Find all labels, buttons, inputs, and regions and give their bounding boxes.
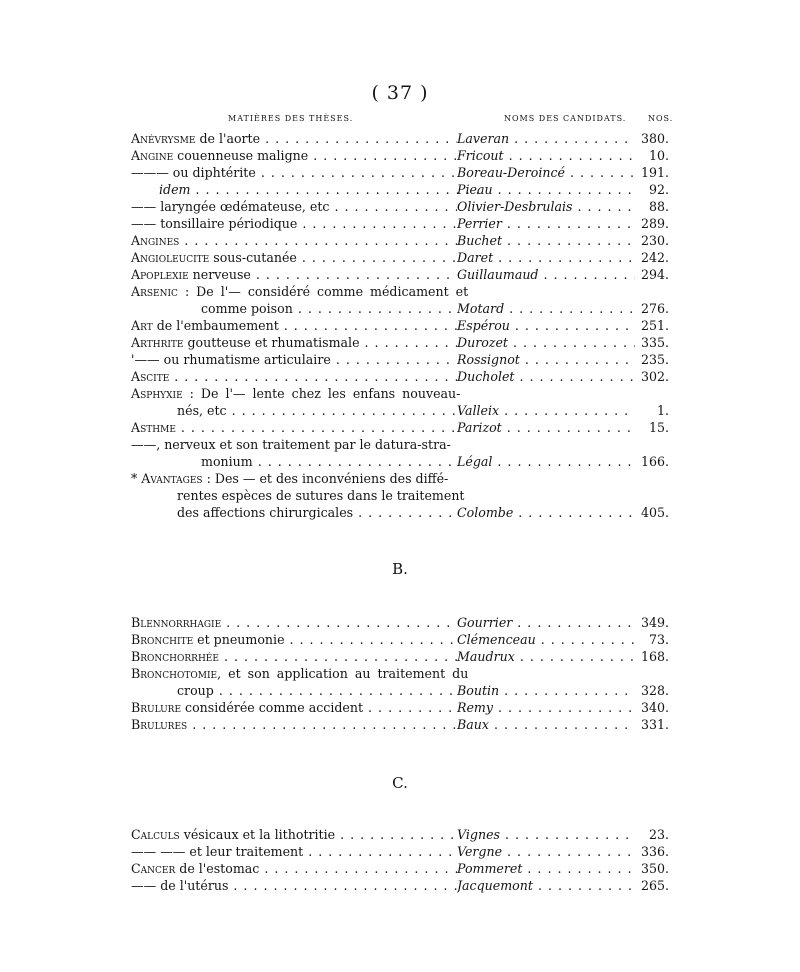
list-item bbox=[131, 682, 669, 699]
candidate-name: Buchet . . . bbox=[457, 232, 635, 249]
list-item bbox=[131, 164, 669, 181]
thesis-number: 10. bbox=[635, 147, 669, 164]
section-b-entries bbox=[131, 614, 669, 733]
header-numeros: NOS. bbox=[648, 114, 674, 123]
subject: idem . . . bbox=[131, 181, 485, 198]
header-matieres: MATIÈRES DES THÈSES. bbox=[228, 114, 354, 123]
subject: Art de l'embaumement . . . bbox=[131, 317, 457, 334]
list-item bbox=[131, 453, 669, 470]
subject: Brulure considérée comme accident . . . bbox=[131, 699, 457, 716]
subject: ——— ou diphtérite . . . bbox=[131, 164, 457, 181]
list-item bbox=[131, 487, 669, 504]
candidate-name: Valleix . . . bbox=[457, 402, 635, 419]
candidate-name: Guillaumaud . . . bbox=[457, 266, 635, 283]
candidate-name: Baux . . . bbox=[457, 716, 635, 733]
list-item bbox=[131, 504, 669, 521]
section-letter-c: C. bbox=[392, 774, 408, 792]
subject: rentes espèces de sutures dans le traitement bbox=[177, 488, 465, 503]
thesis-number: 168. bbox=[635, 648, 669, 665]
candidate-name: Ducholet . . . bbox=[457, 368, 635, 385]
list-item bbox=[131, 368, 669, 385]
thesis-number: 230. bbox=[635, 232, 669, 249]
subject: Calculs vésicaux et la lithotritie . . . bbox=[131, 826, 457, 843]
candidate-name: Perrier . . . bbox=[457, 215, 635, 232]
thesis-number: 276. bbox=[635, 300, 669, 317]
thesis-number: 289. bbox=[635, 215, 669, 232]
subject: —— de l'utérus . . . bbox=[131, 877, 457, 894]
subject: Blennorrhagie . . . bbox=[131, 614, 457, 631]
candidate-name: Maudrux . . . bbox=[457, 648, 635, 665]
thesis-number: 331. bbox=[635, 716, 669, 733]
thesis-number: 405. bbox=[635, 504, 669, 521]
subject: Cancer de l'estomac . . . bbox=[131, 860, 457, 877]
thesis-number: 349. bbox=[635, 614, 669, 631]
thesis-number: 166. bbox=[635, 453, 669, 470]
subject: Bronchorrhée . . . bbox=[131, 648, 457, 665]
subject: Angine couenneuse maligne . . . bbox=[131, 147, 457, 164]
candidate-name: Gourrier . . . bbox=[457, 614, 635, 631]
candidate-name: Daret . . . bbox=[457, 249, 635, 266]
subject: —— tonsillaire périodique . . . bbox=[131, 215, 457, 232]
subject: monium . . . bbox=[131, 453, 457, 470]
candidate-name: Vignes . . . bbox=[457, 826, 635, 843]
list-item bbox=[131, 470, 669, 487]
list-item bbox=[131, 665, 669, 682]
list-item bbox=[131, 877, 669, 894]
subject: Angines . . . bbox=[131, 232, 457, 249]
thesis-number: 340. bbox=[635, 699, 669, 716]
subject: ——, nerveux et son traitement par le datura-stra- bbox=[131, 437, 451, 452]
subject: '—— ou rhumatisme articulaire . . . bbox=[131, 351, 457, 368]
thesis-number: 92. bbox=[635, 181, 669, 198]
list-item bbox=[131, 385, 669, 402]
thesis-number: 335. bbox=[635, 334, 669, 351]
candidate-name: Laveran . . . bbox=[457, 130, 635, 147]
thesis-number: 294. bbox=[635, 266, 669, 283]
list-item bbox=[131, 351, 669, 368]
list-item bbox=[131, 232, 669, 249]
subject: Ascite . . . bbox=[131, 368, 457, 385]
list-item bbox=[131, 198, 669, 215]
candidate-name: Légal . . . bbox=[457, 453, 635, 470]
thesis-number: 380. bbox=[635, 130, 669, 147]
list-item bbox=[131, 249, 669, 266]
list-item bbox=[131, 266, 669, 283]
thesis-number: 235. bbox=[635, 351, 669, 368]
subject: Bronchotomie, et son application au traitement du bbox=[131, 666, 469, 681]
subject: Bronchite et pneumonie . . . bbox=[131, 631, 457, 648]
subject: Arsenic : De l'— considéré comme médicament et bbox=[131, 284, 469, 299]
candidate-name: Parizot . . . bbox=[457, 419, 635, 436]
list-item bbox=[131, 283, 669, 300]
list-item bbox=[131, 147, 669, 164]
thesis-number: 15. bbox=[635, 419, 669, 436]
thesis-number: 88. bbox=[635, 198, 669, 215]
list-item bbox=[131, 699, 669, 716]
page-number: ( 37 ) bbox=[371, 82, 429, 104]
list-item bbox=[131, 300, 669, 317]
list-item bbox=[131, 436, 669, 453]
candidate-name: Jacquemont . . . bbox=[457, 877, 635, 894]
thesis-number: 265. bbox=[635, 877, 669, 894]
list-item bbox=[131, 317, 669, 334]
thesis-number: 1. bbox=[635, 402, 669, 419]
list-item bbox=[131, 860, 669, 877]
thesis-number: 336. bbox=[635, 843, 669, 860]
candidate-name: Fricout . . . bbox=[457, 147, 635, 164]
candidate-name: Pieau . . . bbox=[457, 181, 635, 198]
candidate-name: Espérou . . . bbox=[457, 317, 635, 334]
thesis-number: 328. bbox=[635, 682, 669, 699]
candidate-name: Rossignot . . . bbox=[457, 351, 635, 368]
subject: Asthme . . . bbox=[131, 419, 457, 436]
candidate-name: Boutin . . . bbox=[457, 682, 635, 699]
subject: comme poison . . . bbox=[131, 300, 457, 317]
candidate-name: Remy . . . bbox=[457, 699, 635, 716]
subject: Arthrite goutteuse et rhumatismale . . . bbox=[131, 334, 457, 351]
thesis-number: 251. bbox=[635, 317, 669, 334]
candidate-name: Vergne . . . bbox=[457, 843, 635, 860]
list-item bbox=[131, 334, 669, 351]
thesis-number: 242. bbox=[635, 249, 669, 266]
header-noms: NOMS DES CANDIDATS. bbox=[504, 114, 627, 123]
list-item bbox=[131, 181, 669, 198]
thesis-number: 191. bbox=[635, 164, 669, 181]
subject: nés, etc . . . bbox=[131, 402, 457, 419]
candidate-name: Olivier-Desbrulais . . . bbox=[457, 198, 635, 215]
candidate-name: Pommeret . . . bbox=[457, 860, 635, 877]
thesis-number: 350. bbox=[635, 860, 669, 877]
section-letter-b: B. bbox=[392, 560, 408, 578]
list-item bbox=[131, 826, 669, 843]
thesis-number: 73. bbox=[635, 631, 669, 648]
candidate-name: Motard . . . bbox=[457, 300, 635, 317]
list-item bbox=[131, 614, 669, 631]
subject: * Avantages : Des — et des inconvéniens des diffé- bbox=[131, 471, 449, 486]
subject: Brulures . . . bbox=[131, 716, 457, 733]
subject: —— —— et leur traitement . . . bbox=[131, 843, 457, 860]
list-item bbox=[131, 716, 669, 733]
section-c-entries bbox=[131, 826, 669, 894]
list-item bbox=[131, 215, 669, 232]
list-item bbox=[131, 648, 669, 665]
candidate-name: Colombe . . . bbox=[457, 504, 635, 521]
thesis-number: 302. bbox=[635, 368, 669, 385]
subject: croup . . . bbox=[131, 682, 457, 699]
list-item bbox=[131, 402, 669, 419]
subject: —— laryngée œdémateuse, etc . . . bbox=[131, 198, 457, 215]
subject: Anévrysme de l'aorte . . . bbox=[131, 130, 457, 147]
section-a-entries bbox=[131, 130, 669, 521]
subject: Angioleucite sous-cutanée . . . bbox=[131, 249, 457, 266]
candidate-name: Durozet . . . bbox=[457, 334, 635, 351]
list-item bbox=[131, 843, 669, 860]
candidate-name: Boreau-Deroincé . . . bbox=[457, 164, 635, 181]
list-item bbox=[131, 631, 669, 648]
list-item bbox=[131, 130, 669, 147]
subject: des affections chirurgicales . . . bbox=[131, 504, 457, 521]
candidate-name: Clémenceau . . . bbox=[457, 631, 635, 648]
subject: Apoplexie nerveuse . . . bbox=[131, 266, 457, 283]
thesis-number: 23. bbox=[635, 826, 669, 843]
subject: Asphyxie : De l'— lente chez les enfans nouveau- bbox=[131, 386, 461, 401]
list-item bbox=[131, 419, 669, 436]
